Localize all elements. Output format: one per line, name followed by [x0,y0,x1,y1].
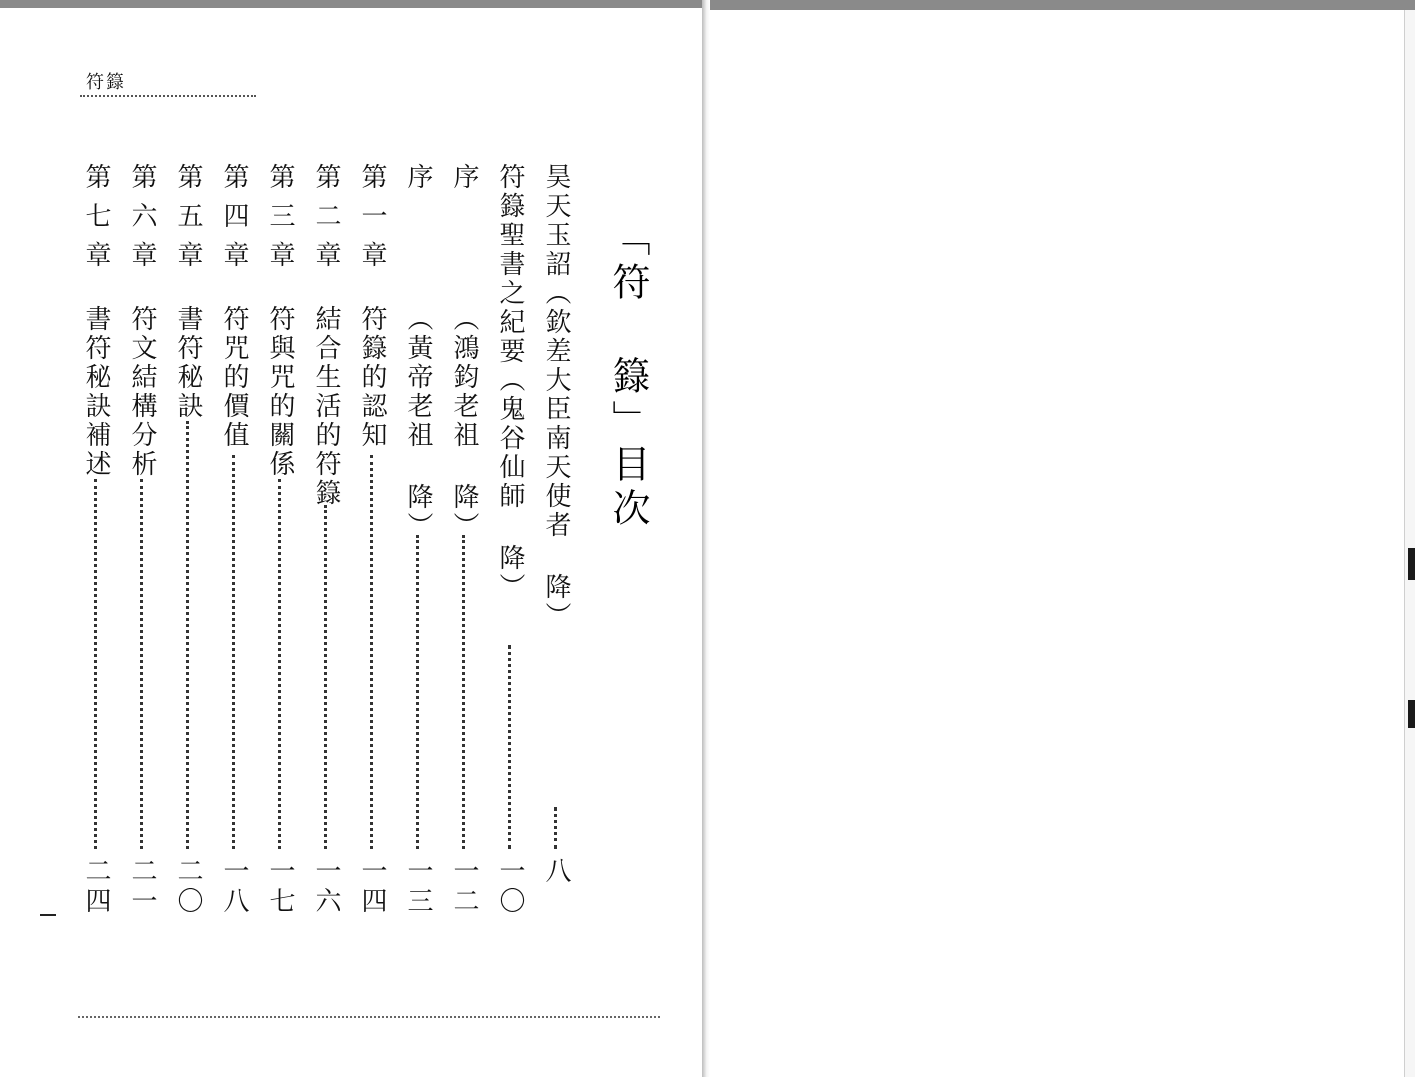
toc-entry-page: 八 [541,857,571,887]
header-dotted-rule [80,95,256,97]
toc-entry-page: 一四 [357,857,387,917]
margin-tick [40,914,56,916]
running-head: 符籙 [86,72,126,93]
toc-entry[interactable] [444,163,484,923]
toc-entry[interactable] [260,163,300,923]
toc-entry-chapter: 第二章 [311,163,341,280]
toc-entry-title: （黃帝老祖 降） [403,305,433,541]
toc-entry-chapter: 第六章 [127,163,157,280]
toc-entry-title: 符籙的認知 [357,305,387,450]
toc-entry-chapter: 第三章 [265,163,295,280]
page-edge-mark [1408,548,1415,580]
toc-entry-title: 書符秘訣補述 [81,305,111,479]
toc-entry-title: 符與咒的關係 [265,305,295,479]
toc-entry-title: 昊天玉詔（欽差大臣南天使者 降） [541,163,571,631]
toc-entry-chapter: 第一章 [357,163,387,280]
footer-dotted-rule [78,1016,660,1018]
toc-entry-chapter: 第五章 [173,163,203,280]
toc-entry[interactable] [76,163,116,923]
toc-entry-title: （鴻鈞老祖 降） [449,305,479,541]
toc-entry-page: 一八 [219,857,249,917]
toc-entry-title: 符文結構分析 [127,305,157,479]
toc-entry-title: 結合生活的符籙 [311,305,341,508]
dot-leader [186,421,189,849]
dot-leader [140,479,143,849]
toc-entry-chapter: 序 [449,163,479,202]
book-gutter [702,0,710,1077]
toc-entry[interactable] [168,163,208,923]
toc-entry[interactable] [490,163,530,923]
dot-leader [462,535,465,849]
toc-entry-title: 書符秘訣 [173,305,203,421]
toc-entry-page: 二〇 [173,857,203,917]
toc-entry-page: 一七 [265,857,295,917]
toc-entry-title: 符咒的價值 [219,305,249,450]
toc-entry-page: 一六 [311,857,341,917]
toc-entry[interactable] [536,163,576,923]
toc-entry-page: 一三 [403,857,433,917]
dot-leader [370,455,373,849]
page-edge [1404,10,1415,1077]
toc-entry-page: 一二 [449,857,479,917]
toc-entry[interactable] [122,163,162,923]
toc-entry-chapter: 第七章 [81,163,111,280]
dot-leader [94,479,97,849]
dot-leader [554,807,557,849]
right-page-blank [710,10,1408,1077]
toc-entry-chapter: 序 [403,163,433,202]
toc-entry-chapter: 第四章 [219,163,249,280]
dot-leader [416,535,419,849]
page-edge-mark [1408,700,1415,728]
toc-entry[interactable] [306,163,346,923]
toc-entry-page: 二一 [127,857,157,917]
toc-entry[interactable] [352,163,392,923]
dot-leader [278,479,281,849]
toc-title: 「符 籙」目次 [606,218,650,532]
toc-entry[interactable] [214,163,254,923]
dot-leader [232,455,235,849]
dot-leader [508,645,511,849]
dot-leader [324,505,327,849]
toc-entry[interactable] [398,163,438,923]
toc-entry-page: 一〇 [495,857,525,917]
toc-entry-page: 二四 [81,857,111,917]
toc-entry-title: 符籙聖書之紀要（鬼谷仙師 降） [495,163,525,602]
